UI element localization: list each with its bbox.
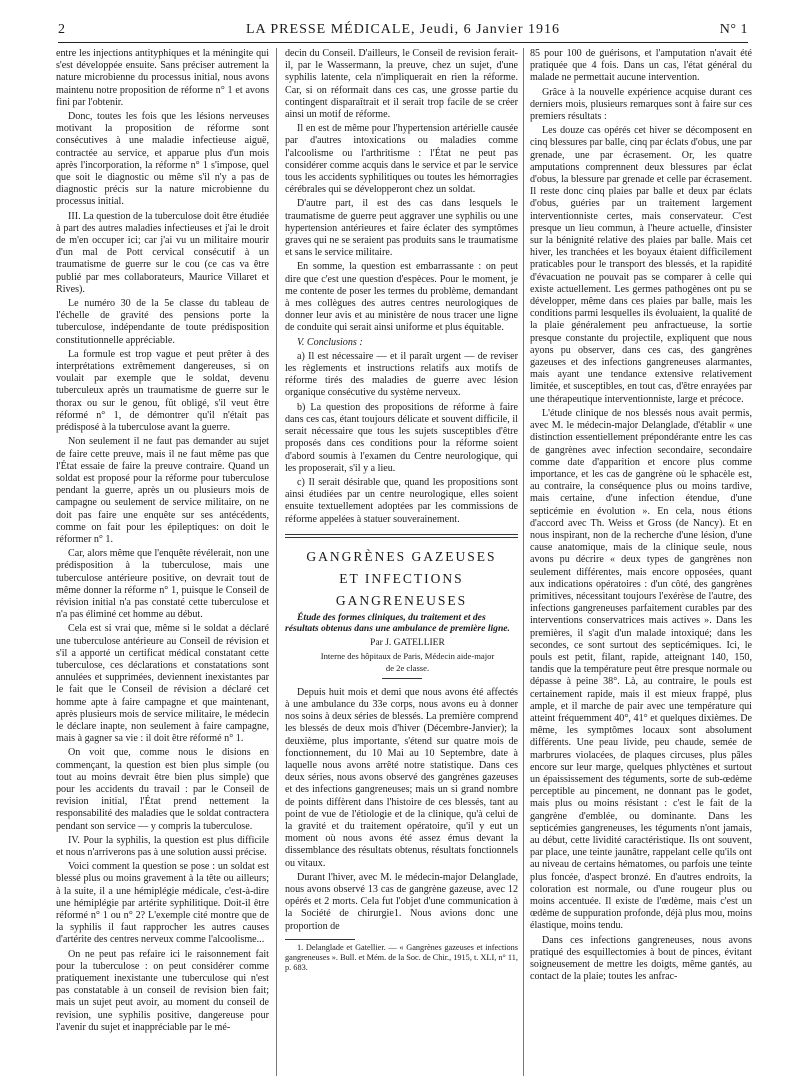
header-rule <box>58 42 748 43</box>
author-affiliation: de 2e classe. <box>385 663 430 674</box>
column-1 <box>56 48 269 1078</box>
paragraph: On voit que, comme nous le disions en commençant, la question est bien plus simple (ou tout au moins devrait être bien plus simple) que pour les accidents du travail : par le Conseil de revision initial, l'État prend nettement la responsabilité des maladies que le soldat contractera pendant son service — y compris la tuberculose. <box>56 747 269 832</box>
column-divider <box>276 48 277 1076</box>
article-title-line-2: ET INFECTIONS GANGRENEUSES <box>335 570 468 608</box>
paragraph: En somme, la question est embarrassante : on peut dire que c'est une question d'espèces. Pour le moment, je me contente de poser les termes du problème, demandant à mes collègues des autres centres neurologiques de donner leur avis et au ministère de nous tracer une ligne de conduite qui serait ainsi uniforme et plus équitable. <box>285 261 518 334</box>
divider <box>382 678 422 679</box>
article-author: Par J. GATELLIER <box>370 637 445 648</box>
paragraph: 85 pour 100 de guérisons, et l'amputation n'avait été pratiquée que 4 fois. Dans un cas, l'état général du malade ne permettait aucune intervention. <box>530 48 752 84</box>
article-title-line-1: GANGRÈNES GAZEUSES <box>306 548 497 564</box>
journal-title: LA PRESSE MÉDICALE, Jeudi, 6 Janvier 1916 <box>246 22 560 37</box>
paragraph: On ne peut pas refaire ici le raisonnement fait pour la tuberculose : on peut considérer comme pratiquement inexistante une tuberculose qui n'est pas constatable à un conseil de revision bien fait; mais un sujet peut avoir, au moment du conseil de revision, une syphilis positive, dangereuse pour l'avenir du sujet et inappréciable par le mé- <box>56 948 269 1033</box>
paragraph: Il en est de même pour l'hypertension artérielle causée par d'autres intoxications ou maladies comme l'alcoolisme ou l'arthritisme : l'État ne peut pas considérer comme acquis dans le service et par le service tous les accidents syphilitiques ou toutes les hémorragies cérébrales qui se développeront chez un soldat. <box>285 123 518 196</box>
conclusion-item: b) La question des propositions de réforme à faire dans ces cas, étant toujours délicate et souvent difficile, il serait nécessaire que tous les sujets susceptibles d'être proposés dans ces conditions pour la réforme soient d'abord soumis à l'examen du Centre neurologique, qui les proposerait, s'il y a lieu. <box>285 401 518 474</box>
paragraph: Cela est si vrai que, même si le soldat a déclaré une tuberculose antérieure au Conseil de révision et s'il a apporté un certificat médical constatant cette tuberculose, ces déclarations et constatations sont annulées et supprimées, deviennent inexistantes par le fait que le Conseil de révision a déclaré cet homme apte à faire campagne et que maintenant, après plusieurs mois de service militaire, le médecin le déclare inapte, non seulement à faire campagne, mais à gagner sa vie : il doit être réformé n° 1. <box>56 623 269 745</box>
footnote: 1. Delanglade et Gatellier. — « Gangrènes gazeuses et infections gangreneuses ». Bull. et Mém. de la Soc. de Chir., 1915, t. XLI, n° 11, p. 683. <box>285 942 518 972</box>
paragraph: Dans ces infections gangreneuses, nous avons pratiqué des esquillectomies à bout de pinces, évitant soigneusement de mettre les doigts, même gantés, au contact de la plaie; toutes les anfrac- <box>530 934 752 983</box>
column-3 <box>530 48 752 1078</box>
article-rule <box>285 534 518 535</box>
conclusion-item: a) Il est nécessaire — et il paraît urgent — de reviser les règlements et instructions relatifs aux motifs de réforme tirés des maladies de guerre avec lésion organique consécutive du système nerveux. <box>285 350 518 399</box>
paragraph: Donc, toutes les fois que les lésions nerveuses motivant la proposition de réforme sont consécutives à une maladie infectieuse aiguë, contractée au service, et apparue plus d'un mois après l'incorporation, la réforme n° 1 s'impose, quel que soit le diagnostic ou même s'il n'y a pas de diagnostic précis sur la nature microbienne du processus initial. <box>56 111 269 208</box>
footnote-rule <box>285 939 355 940</box>
paragraph: Le numéro 30 de la 5e classe du tableau de l'échelle de gravité des pensions porte la tuberculose, indépendante de toute prédisposition constitutionnelle appréciable. <box>56 298 269 346</box>
paragraph: Depuis huit mois et demi que nous avons été affectés à une ambulance du 33e corps, nous avons eu à donner nos soins à deux séries de blessés. La première comprend les blessés de deux mois d'hiver (Décembre-Janvier); la deuxième, plus importante, s'étend sur quatre mois de fonctionnement, du 10 Mai au 10 Septembre, date à laquelle nous avons arrêté notre statistique. Dans ces deux séries, nous avons observé des gangrènes gazeuses et des infections gangreneuses; mais un si grand nombre de points diffèrent dans l'histoire de ces blessés, tant au point de vue de l'étiologie et de la clinique, qu'à celui de la gravité et du traitement opératoire, qu'il y eut un moment où nous avons été assez émus devant la dissemblance des résultats obtenus, résultats fonctionnels ou vitaux. <box>285 686 518 869</box>
paragraph: Les douze cas opérés cet hiver se décomposent en cinq blessures par balle, cinq par éclats d'obus, une par grenade, une par écrasement. Or, les quatre amputations comprennent deux blessures par éclat d'obus, la blessure par grenade et celle par écrasement. Il reste donc cinq plaies par balle et deux par éclats d'obus, guéries par un traitement largement interventionniste certes, mais conservateur. C'est presque un lieu commun, à l'heure actuelle, d'insister sur la bénignité relative des plaies par balle. Mais cet hiver, les tranchées et les boyaux étaient difficilement praticables pour le transport des blessés, et la rapidité d'évacuation ne pouvait pas se comparer à celle qui existe actuellement. Les germes pathogènes ont pu se développer, même dans ces plaies par balle, mais les conditions parmi lesquelles ils évoluaient, la qualité de la plaie généralement peu anfractueuse, la sortie presque constante du projectile, expliquent que nous ayons pu observer, dans ces cas, des gangrènes gazeuses et des infections gangreneuses alarmantes, mais ayant une tendance extensive relativement limitée, et susceptibles, en tout cas, d'être enrayées par une thérapeutique interventionniste, large et précoce. <box>530 125 752 405</box>
article-subtitle: Étude des formes cliniques, du traitement et des résultats obtenus dans une ambulance de première ligne. <box>285 611 510 635</box>
paragraph: Voici comment la question se pose : un soldat est blessé plus ou moins gravement à la tête ou ailleurs; à la suite, il a une hémiplégie médicale, c'est-à-dire une hémiplégie par artérite syphilitique. Doit-il être réformé n° 1 ou n° 2? L'exemple cité montre que de la syphilis il faut rapprocher les autres causes d'artérite des centres nerveux comme l'alcoolisme... <box>56 861 269 946</box>
paragraph: Grâce à la nouvelle expérience acquise durant ces derniers mois, plusieurs remarques sont à faire sur ces premiers résultats : <box>530 86 752 123</box>
page-header <box>58 22 748 44</box>
conclusions-label: V. Conclusions : <box>297 336 363 348</box>
article-rule <box>285 537 518 538</box>
page-number: 2 <box>58 22 66 37</box>
column-2 <box>285 48 518 1078</box>
paragraph: Durant l'hiver, avec M. le médecin-major Delanglade, nous avons observé 13 cas de gangrène gazeuse, avec 12 opérés et 2 morts. Cela fut l'objet d'une communication à la Société de chirurgie1. Nous avions donc une proportion de <box>285 871 518 932</box>
column-divider <box>523 48 524 1076</box>
issue-number: N° 1 <box>719 22 748 37</box>
paragraph: entre les injections antityphiques et la méningite qui s'est développée ensuite. Sans préciser autrement la nature microbienne du processus initial, nous avons maintenu notre proposition de réforme n° 1 et avons fini par l'obtenir. <box>56 48 269 108</box>
author-affiliation: Interne des hôpitaux de Paris, Médecin aide-major <box>320 650 495 661</box>
paragraph: La formule est trop vague et peut prêter à des interprétations extrêmement dangereuses, si on voulait par exemple que le soldat, devenu tuberculeux après un traumatisme de guerre sur le thorax ou sur le genou, fût obligé, s'il veut être réformé n° 1, de démontrer qu'il n'était pas prédisposé à la tuberculose avant la guerre. <box>56 348 269 434</box>
paragraph: III. La question de la tuberculose doit être étudiée à part des autres maladies infectieuses et j'ai le droit de m'en occuper ici; car j'ai vu un militaire mourir d'un mal de Pott cervical consécutif à un traumatisme de guerre sur le cou (ce cas va être publié par mes collaborateurs, Maurice Villaret et Rives). <box>56 210 269 295</box>
paragraph: Car, alors même que l'enquête révélerait, non une prédisposition à la tuberculose, mais une tuberculose antérieure positive, on devrait tout de même donner la réforme n° 1, puisque le Conseil de révision initial n'a pas constaté cette tuberculose et n'a pas éliminé cet homme au début. <box>56 548 269 621</box>
paragraph: L'étude clinique de nos blessés nous avait permis, avec M. le médecin-major Delanglade, d'établir « une distinction essentiellement prépondérante entre les cas de gangrènes avec infection secondaire, secondaire comme date d'apparition et encore plus comme importance, et les cas de gangrène où le sphacèle est, au contraire, la conséquence plus ou moins tardive, mais certaine, d'une infection étendue, d'une septicémie en évolution ». En cela, nous étions d'accord avec Th. Weiss et Gross (de Nancy). Et en nous inspirant, non de la recherche d'une lésion, d'une cause anatomique, mais de la clinique seule, nous avons pu décrire « deux types de gangrènes non seulement différentes, mais encore opposées, quant aux indications opératoires : d'un côté, des gangrènes primitives, nécessitant toujours l'exérèse de l'autre, des infections gangreneuses parfaitement curables par des interventions conservatrices mais actives ». Dans les premières, il s'agit d'un malade intoxiqué; dans les secondes, ce sont surtout des septicémiques. Ici, le pouls est petit, filant, rapide, atteignant 140, 150, tandis que la température peut être presque normale ou dépasse à peine 38°. Là, au contraire, le pouls est certainement rapide, mais il est mieux frappé, plus ample, et il marche de pair avec une température qui atteint fréquemment 40°, 41° et quelques dixièmes. De même, les symptômes locaux sont absolument différents. Une peau livide, peu chaude, semée de marbrures violacées, de plaques circuses, plus pâles encore sur leur marge, quelques phlyctènes et surtout un épaississement des téguments, sorte de sub-œdème perceptible au pincement, ne donnant pas le godet, mais plus ou moins résistant : c'est le fait de la gangrène d'emblée, ou dominante. Dans les septicémies gangreneuses, les téguments n'ont jamais, au début, cette lividité caractéristique. Ils ont souvent, par place, une teinte jaunâtre, rappelant celle qu'ils ont au niveau de certains hématomes, ou parfois une teinte plus foncée, d'aspect bronzé. En d'autres endroits, la coloration est normale, ou d'une rougeur plus ou moins accentuée. Il existe de l'œdème, mais c'est un œdème de suppuration profonde, déjà plus mou, moins élastique, moins tendu. <box>530 407 752 932</box>
paragraph: D'autre part, il est des cas dans lesquels le traumatisme de guerre peut aggraver une syphilis ou une hypertension antérieures et faire éclater des symptômes graves qui ne se seraient pas produits sans le traumatisme et sans le service militaire. <box>285 198 518 259</box>
paragraph: IV. Pour la syphilis, la question est plus difficile et nous n'arriverons pas à une solution aussi précise. <box>56 834 269 858</box>
paragraph: Non seulement il ne faut pas demander au sujet de faire cette preuve, mais il ne faut même pas que l'État essaie de faire la preuve contraire. Quand un soldat est proposé pour la réforme pour tuberculose pendant la guerre, après un ou plusieurs mois de campagne ou seulement de service militaire, on ne doit pas faire une enquête sur ses antécédents, comme on fait pour les épileptiques: on doit le réformer n° 1. <box>56 436 269 545</box>
conclusion-item: c) Il serait désirable que, quand les propositions sont ainsi étudiées par un centre neurologique, elles soient ensuite textuellement adoptées par les commissions de réforme appelées à statuer souverainement. <box>285 476 518 525</box>
paragraph: decin du Conseil. D'ailleurs, le Conseil de revision ferait-il, par le Wassermann, la preuve, chez un sujet, d'une syphilis latente, cela n'impliquerait en rien la réforme. Car, si on réformait dans ces cas, une grosse partie du contingent disparaîtrait et il serait trop facile de se créer ainsi un motif de réforme. <box>285 48 518 121</box>
